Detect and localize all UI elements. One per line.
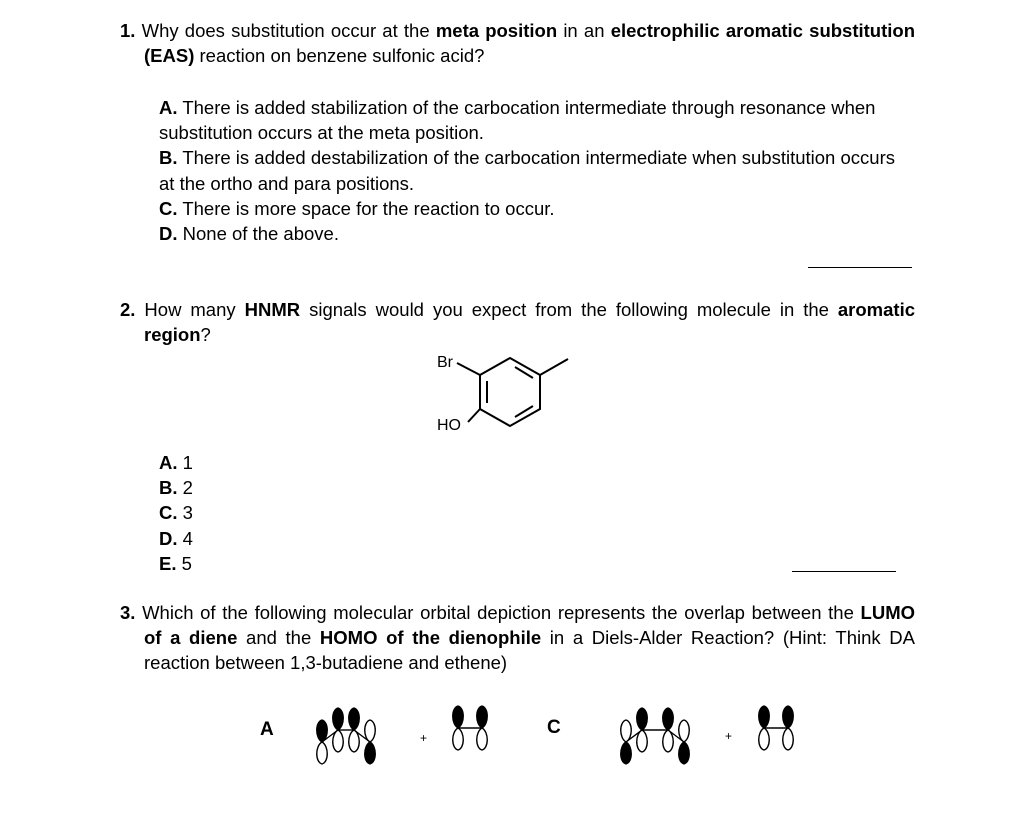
choice-a-diene-orbitals[interactable]: [317, 708, 376, 764]
option-text: 5: [181, 552, 192, 574]
question-2-number: 2.: [120, 299, 136, 320]
q3-text-part: Which of the following molecular orbital depiction represents the overlap between the: [142, 602, 861, 623]
option-text: 2: [182, 477, 193, 499]
q1-option-d[interactable]: [159, 221, 909, 246]
q1-text-part: reaction on benzene sulfonic acid?: [194, 45, 485, 66]
option-letter: A.: [159, 452, 178, 473]
q1-option-b[interactable]: [159, 145, 909, 195]
q1-answer-blank[interactable]: [808, 267, 912, 268]
option-letter: A.: [159, 97, 178, 118]
q2-option-b[interactable]: [159, 475, 259, 500]
plus-sign: +: [420, 731, 428, 745]
question-2: [120, 297, 915, 347]
question-1-number: 1.: [120, 20, 136, 41]
q1-option-c[interactable]: [159, 196, 909, 221]
question-3-number: 3.: [120, 602, 136, 623]
option-text: There is added destabilization of the carbocation intermediate when substitution occurs at the ortho and para positions.: [159, 147, 895, 194]
q1-bold-eas: electrophilic aromatic substitution (EAS): [144, 20, 915, 66]
option-letter: B.: [159, 147, 178, 169]
bromine-label: Br: [437, 354, 453, 371]
plus-sign: +: [725, 729, 733, 743]
question-1-text: [120, 18, 915, 68]
question-3: [120, 600, 915, 675]
q3-bold-lumo-diene: LUMO of a diene: [144, 602, 916, 648]
question-2-text: [120, 297, 915, 347]
q2-option-d[interactable]: [159, 526, 259, 551]
q2-text-part: ?: [200, 324, 211, 345]
choice-c-dienophile-orbitals[interactable]: [759, 706, 794, 750]
choice-a-label[interactable]: A: [260, 719, 274, 740]
q3-text-part: in a Diels-Alder Reaction? (Hint: Think DA reaction between 1,3-butadiene and ethene): [144, 627, 915, 673]
q1-text-part: Why does substitution occur at the: [141, 20, 436, 41]
molecule-structure: [420, 345, 580, 440]
option-text: 3: [182, 502, 193, 524]
option-letter: C.: [159, 197, 178, 219]
choice-a-dienophile-orbitals[interactable]: [453, 706, 488, 750]
choice-c-label[interactable]: C: [547, 717, 561, 738]
q2-bold-aromatic-region: aromatic region: [144, 299, 916, 345]
option-letter: E.: [159, 552, 177, 574]
option-letter: C.: [159, 502, 178, 524]
option-letter: D.: [159, 223, 178, 245]
q1-option-a[interactable]: [159, 95, 909, 145]
orbital-diagrams: [250, 700, 830, 795]
q2-text-part: How many: [144, 299, 245, 320]
option-text: 4: [182, 527, 193, 549]
benzene-ring: [457, 358, 568, 426]
question-1-options: [159, 95, 909, 246]
q3-bold-homo-dienophile: HOMO of the dienophile: [319, 627, 542, 648]
q2-text-part: signals would you expect from the following molecule in the: [300, 299, 838, 320]
option-letter: B.: [159, 477, 178, 499]
hydroxyl-label: HO: [437, 417, 461, 434]
q2-answer-blank[interactable]: [792, 571, 896, 572]
c-oh-bond: [468, 409, 480, 422]
option-letter: D.: [159, 527, 178, 549]
q2-option-a[interactable]: [159, 450, 259, 475]
question-1: [120, 18, 915, 68]
q2-option-c[interactable]: [159, 500, 259, 525]
q2-option-e[interactable]: [159, 551, 259, 576]
question-3-text: [120, 600, 915, 675]
option-text: 1: [182, 452, 193, 473]
methyl-bond: [540, 359, 568, 375]
c-br-bond: [457, 363, 480, 375]
option-text: There is added stabilization of the carbocation intermediate through resonance when substitution occurs at the meta position.: [159, 97, 876, 144]
q1-text-part: in an: [557, 20, 611, 41]
option-text: None of the above.: [182, 223, 339, 245]
question-2-options: [159, 450, 259, 576]
choice-c-diene-orbitals[interactable]: [621, 708, 690, 764]
q1-bold-meta-position: meta position: [435, 20, 558, 41]
q3-text-part: and the: [237, 627, 320, 648]
q2-bold-hnmr: HNMR: [244, 299, 301, 320]
option-text: There is more space for the reaction to occur.: [182, 197, 555, 219]
